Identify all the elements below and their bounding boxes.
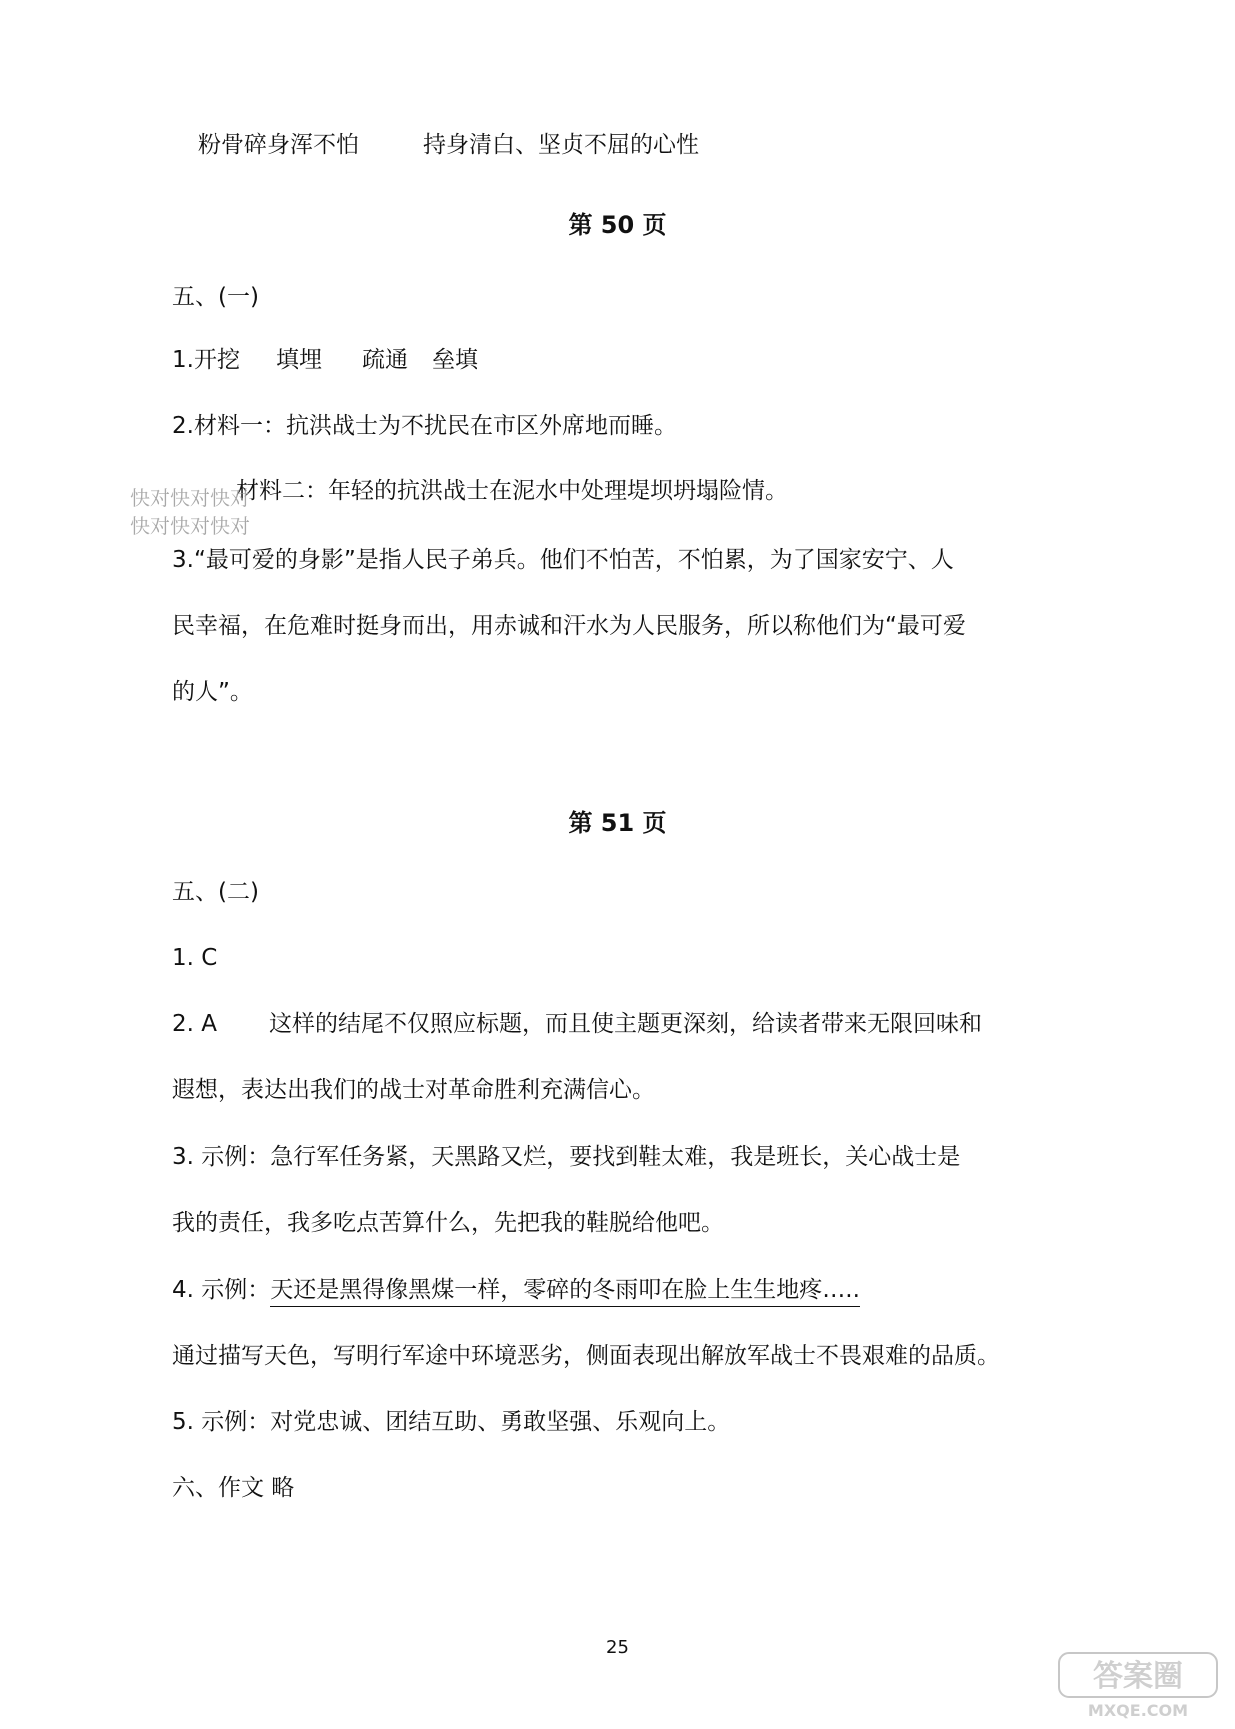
answer-51-2-text: 这样的结尾不仅照应标题，而且使主题更深刻，给读者带来无限回味和 (269, 1011, 982, 1037)
heading-page-51: 第 51 页 (568, 809, 667, 837)
answer-1-word-2: 疏通 (361, 347, 408, 373)
text-meaning: 持身清白、坚贞不屈的心性 (423, 132, 699, 158)
part-5-1: 五、(一) (172, 284, 259, 310)
watermark-line-1: 快对快对快对 (130, 486, 250, 510)
answer-51-4-cont: 通过描写天色，写明行军途中环境恶劣，侧面表现出解放军战士不畏艰难的品质。 (172, 1343, 1000, 1369)
watermark-line-2: 快对快对快对 (130, 514, 250, 538)
answer-51-2 (172, 1009, 982, 1039)
answer-1-word-1: 填埋 (275, 347, 322, 373)
answer-51-4-quote: 天还是黑得像黑煤一样，零碎的冬雨叩在脸上生生地疼….. (270, 1277, 860, 1307)
answer-2a: 2.材料一：抗洪战士为不扰民在市区外席地而睡。 (172, 413, 677, 439)
line-top (198, 130, 699, 160)
answer-3-line-2: 民幸福，在危难时挺身而出，用赤诚和汗水为人民服务，所以称他们为“最可爱 (172, 613, 966, 639)
part-5-2: 五、(二) (172, 879, 259, 905)
answer-1 (172, 345, 478, 375)
answer-1-word-3: 垒填 (431, 347, 478, 373)
svg-text:答案圈: 答案圈 (1093, 1659, 1183, 1694)
answer-51-3-line-1: 3. 示例：急行军任务紧，天黑路又烂，要找到鞋太难，我是班长，关心战士是 (172, 1144, 961, 1170)
text-poem: 粉骨碎身浑不怕 (198, 132, 359, 158)
answer-6: 六、作文 略 (172, 1475, 295, 1501)
answer-1-prefix: 1.开挖 (172, 347, 240, 373)
answer-51-2-prefix: 2. A (172, 1011, 217, 1037)
answer-51-2-cont: 遐想，表达出我们的战士对革命胜利充满信心。 (172, 1077, 655, 1103)
svg-text:MXQE.COM: MXQE.COM (1087, 1701, 1189, 1720)
answer-51-3-line-2: 我的责任，我多吃点苦算什么，先把我的鞋脱给他吧。 (172, 1210, 724, 1236)
page-number: 25 (606, 1637, 629, 1658)
answer-51-5: 5. 示例：对党忠诚、团结互助、勇敢坚强、乐观向上。 (172, 1409, 731, 1435)
answer-2b: 材料二：年轻的抗洪战士在泥水中处理堤坝坍塌险情。 (236, 478, 788, 504)
answer-51-4-prefix: 4. 示例： (172, 1277, 271, 1303)
answer-51-1: 1. C (172, 945, 218, 971)
site-logo (1053, 1651, 1223, 1721)
answer-51-4 (172, 1275, 860, 1305)
answer-3-line-1: 3.“最可爱的身影”是指人民子弟兵。他们不怕苦，不怕累，为了国家安宁、人 (172, 547, 954, 573)
answer-3-line-3: 的人”。 (172, 679, 253, 705)
heading-page-50: 第 50 页 (568, 211, 667, 239)
